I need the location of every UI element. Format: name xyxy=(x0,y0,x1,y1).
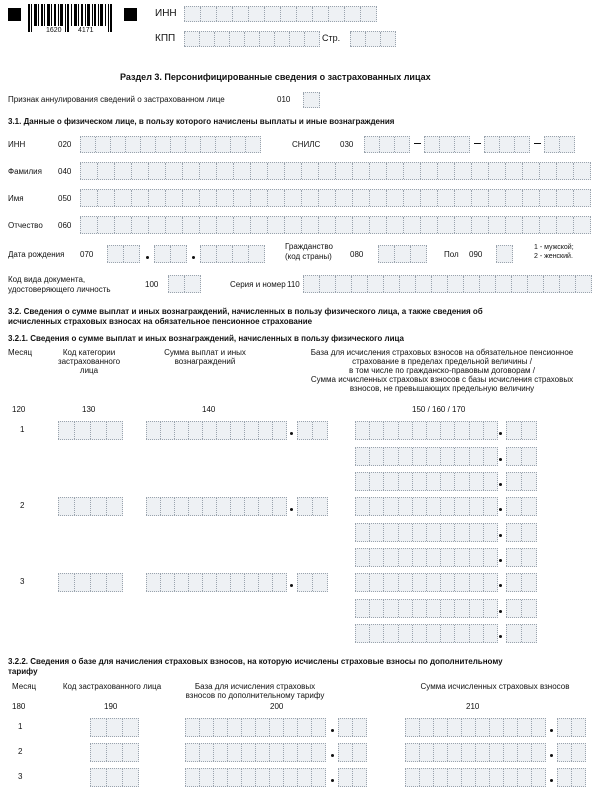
doc-code: 100 xyxy=(145,280,159,289)
citizenship-field[interactable] xyxy=(378,245,427,263)
inn-field[interactable] xyxy=(80,136,261,153)
corner-marker-right xyxy=(124,8,137,21)
barcode-number-right: 4171 xyxy=(78,27,94,34)
inn-header-label: ИНН xyxy=(155,8,177,19)
s322-sum-field-3[interactable] xyxy=(405,768,546,787)
s322-base-kop-field-2[interactable] xyxy=(338,743,367,762)
s322-row-month-3: 3 xyxy=(18,772,23,781)
snils-field-part3[interactable] xyxy=(484,136,530,153)
category-field-2[interactable] xyxy=(58,497,123,516)
base-field[interactable] xyxy=(355,599,498,618)
s31-title: 3.1. Данные о физическом лице, в пользу которого начислены выплаты и иные вознаграждения xyxy=(8,117,395,126)
section-title: Раздел 3. Персонифицированные сведения о застрахованных лицах xyxy=(120,72,431,82)
col-sum-label: Сумма выплат и иных вознаграждений xyxy=(164,348,246,366)
s322-col-code: Код застрахованного лица xyxy=(62,682,162,691)
base-dot xyxy=(499,610,502,613)
code-category: 130 xyxy=(82,405,96,414)
series-number-field[interactable] xyxy=(303,275,592,293)
base-field[interactable] xyxy=(355,447,498,466)
s322-code-code: 190 xyxy=(104,702,118,711)
base-dot xyxy=(499,458,502,461)
s322-col-month: Месяц xyxy=(12,682,37,691)
citizenship-code: 080 xyxy=(350,250,364,259)
s322-sum-field-1[interactable] xyxy=(405,718,546,737)
patronymic-field[interactable] xyxy=(80,216,591,234)
citizenship-label-2: (код страны) xyxy=(285,252,332,261)
doc-label-1: Код вида документа, xyxy=(8,275,86,284)
surname-code: 040 xyxy=(58,167,72,176)
base-kop-field[interactable] xyxy=(506,447,537,466)
s322-sum-dot-3 xyxy=(550,779,553,782)
base-kop-field[interactable] xyxy=(506,624,537,643)
s322-base-kop-field-1[interactable] xyxy=(338,718,367,737)
base-field[interactable] xyxy=(355,573,498,592)
row-month-1: 1 xyxy=(20,425,25,434)
base-kop-field[interactable] xyxy=(506,523,537,542)
base-dot xyxy=(499,584,502,587)
base-dot xyxy=(499,432,502,435)
sum-kop-field-2[interactable] xyxy=(297,497,328,516)
base-kop-field[interactable] xyxy=(506,497,537,516)
col-month-label: Месяц xyxy=(8,348,33,357)
s322-sum-kop-field-2[interactable] xyxy=(557,743,586,762)
snils-dash-2 xyxy=(474,143,481,144)
birth-dot-1 xyxy=(146,256,149,259)
s322-code-field-1[interactable] xyxy=(90,718,139,737)
surname-field[interactable] xyxy=(80,162,591,180)
base-field[interactable] xyxy=(355,523,498,542)
sum-dot-3 xyxy=(290,584,293,587)
s322-row-month-2: 2 xyxy=(18,747,23,756)
s322-base-field-1[interactable] xyxy=(185,718,326,737)
inn-code: 020 xyxy=(58,140,72,149)
row-month-3: 3 xyxy=(20,577,25,586)
s322-code-base: 200 xyxy=(270,702,284,711)
category-field-1[interactable] xyxy=(58,421,123,440)
code-month: 120 xyxy=(12,405,26,414)
row-month-2: 2 xyxy=(20,501,25,510)
col-base-label-4: Сумма исчисленных страховых взносов с базы исчисления страховых xyxy=(310,375,574,384)
base-field[interactable] xyxy=(355,548,498,567)
s322-col-sum: Сумма исчисленных страховых взносов xyxy=(420,682,570,691)
sum-field-2[interactable] xyxy=(146,497,287,516)
base-dot xyxy=(499,559,502,562)
code-sum: 140 xyxy=(202,405,216,414)
base-kop-field[interactable] xyxy=(506,421,537,440)
s322-code-month: 180 xyxy=(12,702,26,711)
base-dot xyxy=(499,534,502,537)
base-dot xyxy=(499,508,502,511)
base-kop-field[interactable] xyxy=(506,548,537,567)
sex-note-1: 1 - мужской; xyxy=(534,244,574,251)
sum-field-3[interactable] xyxy=(146,573,287,592)
s322-sum-kop-field-3[interactable] xyxy=(557,768,586,787)
s322-base-dot-1 xyxy=(331,729,334,732)
s322-base-dot-2 xyxy=(331,754,334,757)
snils-dash-3 xyxy=(534,143,541,144)
barcode-image xyxy=(28,4,113,34)
sum-kop-field-3[interactable] xyxy=(297,573,328,592)
col-base-label-2: страхование в пределах предельной величины / xyxy=(352,357,532,366)
category-field-3[interactable] xyxy=(58,573,123,592)
snils-field-part4[interactable] xyxy=(544,136,575,153)
sex-code: 090 xyxy=(469,250,483,259)
code-base: 150 / 160 / 170 xyxy=(412,405,466,414)
s322-base-field-2[interactable] xyxy=(185,743,326,762)
sum-dot-1 xyxy=(290,432,293,435)
s322-code-field-2[interactable] xyxy=(90,743,139,762)
s322-sum-dot-2 xyxy=(550,754,553,757)
base-kop-field[interactable] xyxy=(506,472,537,491)
base-kop-field[interactable] xyxy=(506,599,537,618)
birth-day-field[interactable] xyxy=(107,245,140,263)
sum-field-1[interactable] xyxy=(146,421,287,440)
base-kop-field[interactable] xyxy=(506,573,537,592)
barcode-number-left: 1620 xyxy=(46,27,62,34)
s322-base-field-3[interactable] xyxy=(185,768,326,787)
s32-title-1: 3.2. Сведения о сумме выплат и иных вознаграждений, начисленных в пользу физического лица, а также сведения об xyxy=(8,307,483,316)
snils-field-part2[interactable] xyxy=(424,136,470,153)
sex-field[interactable] xyxy=(496,245,513,263)
patronymic-code: 060 xyxy=(58,221,72,230)
kpp-header-label: КПП xyxy=(155,33,176,44)
page-number-field[interactable] xyxy=(350,31,396,47)
base-field[interactable] xyxy=(355,624,498,643)
birth-month-field[interactable] xyxy=(154,245,187,263)
snils-label: СНИЛС xyxy=(292,140,321,149)
base-field[interactable] xyxy=(355,421,498,440)
s322-title-2: тарифу xyxy=(8,667,38,676)
series-label: Серия и номер xyxy=(230,280,286,289)
s322-sum-dot-1 xyxy=(550,729,553,732)
sum-kop-field-1[interactable] xyxy=(297,421,328,440)
s322-base-kop-field-3[interactable] xyxy=(338,768,367,787)
s321-title: 3.2.1. Сведения о сумме выплат и иных вознаграждений, начисленных в пользу физического лица xyxy=(8,334,404,343)
sex-note-2: 2 - женский. xyxy=(534,253,573,260)
col-base-label-5: взносов, не превышающих предельную величину xyxy=(349,384,535,393)
series-code: 110 xyxy=(287,280,300,289)
snils-field-part1[interactable] xyxy=(364,136,410,153)
s322-code-field-3[interactable] xyxy=(90,768,139,787)
s322-sum-kop-field-1[interactable] xyxy=(557,718,586,737)
surname-label: Фамилия xyxy=(8,167,42,176)
corner-marker-left xyxy=(8,8,21,21)
base-dot xyxy=(499,635,502,638)
citizenship-label-1: Гражданство xyxy=(285,242,333,251)
base-dot xyxy=(499,483,502,486)
inn-header-field[interactable] xyxy=(184,6,377,22)
birth-code: 070 xyxy=(80,250,94,259)
sum-dot-2 xyxy=(290,508,293,511)
base-field[interactable] xyxy=(355,497,498,516)
doc-type-field[interactable] xyxy=(168,275,201,293)
patronymic-label: Отчество xyxy=(8,221,43,230)
name-label: Имя xyxy=(8,194,24,203)
birth-dot-2 xyxy=(192,256,195,259)
name-field[interactable] xyxy=(80,189,591,207)
name-code: 050 xyxy=(58,194,72,203)
annul-code: 010 xyxy=(277,95,291,104)
col-base-label-1: База для исчисления страховых взносов на обязательное пенсионное xyxy=(310,348,574,357)
doc-label-2: удостоверяющего личность xyxy=(8,285,111,294)
kpp-header-field[interactable] xyxy=(184,31,320,47)
s322-code-sum: 210 xyxy=(466,702,480,711)
s32-title-2: исчисленных страховых взносах на обязательное пенсионное страхование xyxy=(8,317,313,326)
col-base-label-3: в том числе по гражданско-правовым договорам / xyxy=(349,366,535,375)
base-field[interactable] xyxy=(355,472,498,491)
birth-label: Дата рождения xyxy=(8,250,65,259)
page-number-label: Стр. xyxy=(322,33,341,43)
s322-sum-field-2[interactable] xyxy=(405,743,546,762)
birth-year-field[interactable] xyxy=(200,245,265,263)
s322-base-dot-3 xyxy=(331,779,334,782)
snils-dash-1 xyxy=(414,143,421,144)
annul-label: Признак аннулирования сведений о застрахованном лице xyxy=(8,95,225,104)
s322-row-month-1: 1 xyxy=(18,722,23,731)
snils-code: 030 xyxy=(340,140,354,149)
sex-label: Пол xyxy=(444,250,459,259)
s322-title-1: 3.2.2. Сведения о базе для начисления страховых взносов, на которую исчислены страховые взносы по дополнительному xyxy=(8,657,503,666)
annul-field[interactable] xyxy=(303,92,320,108)
s322-col-base: База для исчисления страховых взносов по дополнительному тарифу xyxy=(185,682,325,700)
col-category-label: Код категории застрахованного лица xyxy=(57,348,121,375)
inn-label: ИНН xyxy=(8,140,26,149)
